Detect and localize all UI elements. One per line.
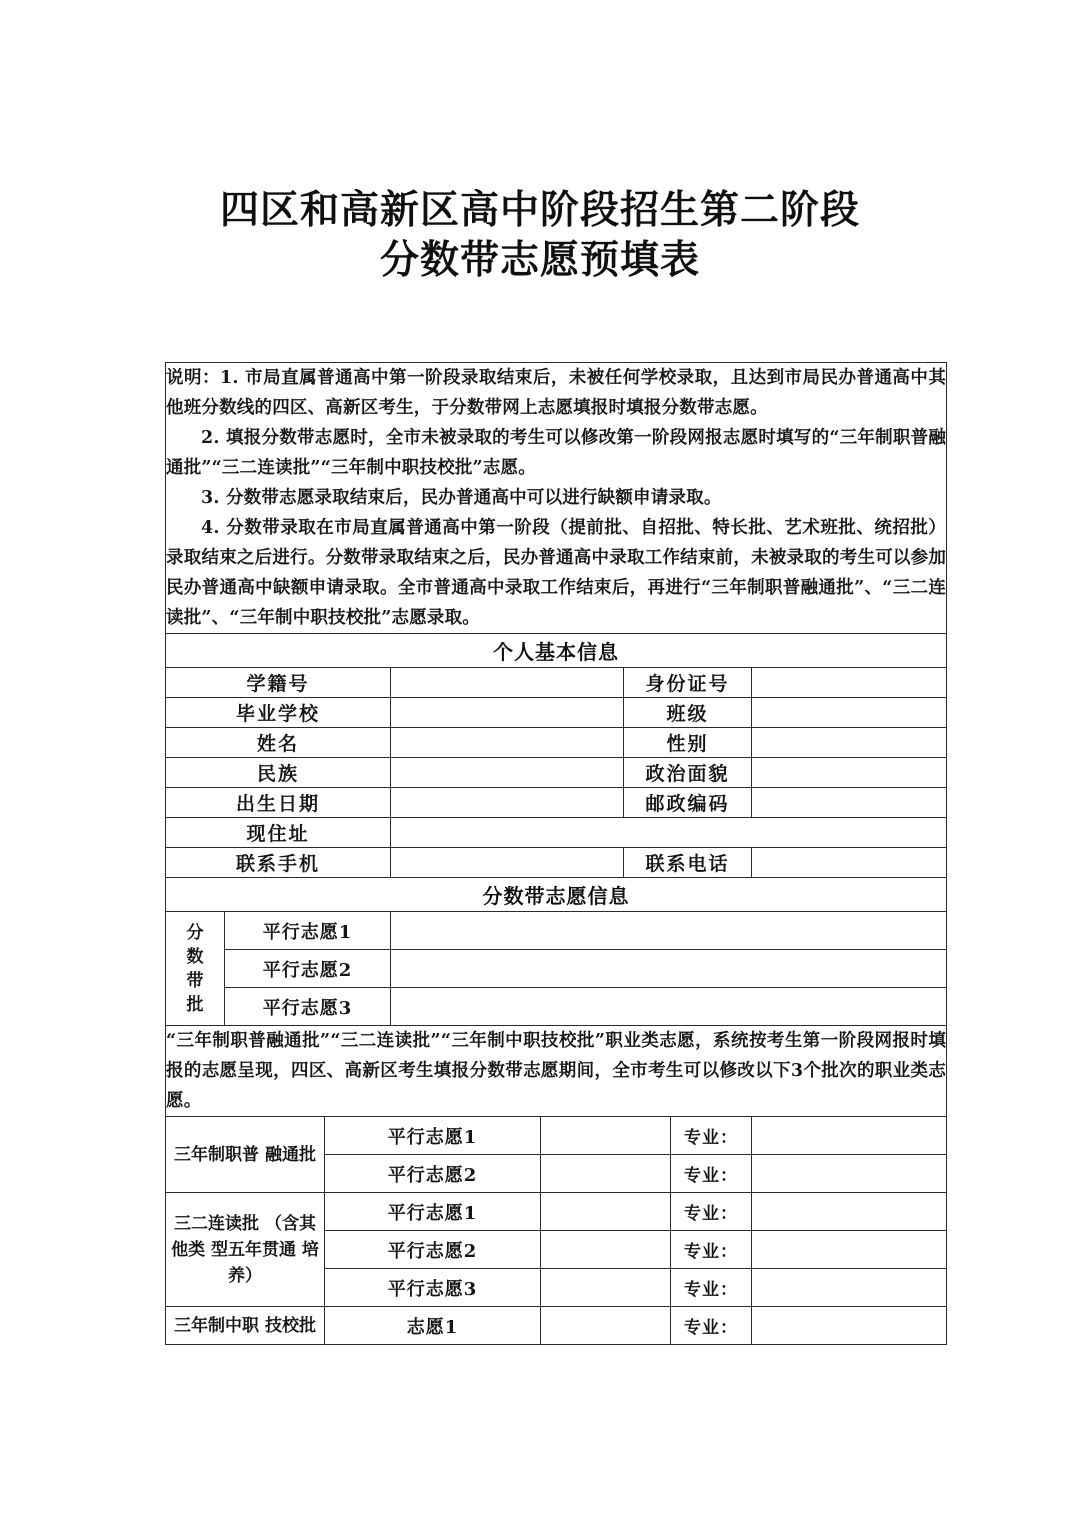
label-mobile-phone: 联系手机	[166, 848, 391, 878]
batch-char-2: 数	[186, 946, 204, 967]
table-row	[166, 912, 947, 950]
label-current-address: 现住址	[166, 818, 391, 848]
field-score-band-choice-2[interactable]	[391, 950, 947, 988]
table-row	[166, 818, 947, 848]
batch-name-line-4: 培养）	[228, 1239, 319, 1286]
field-liandu-school-3[interactable]	[541, 1269, 671, 1307]
instructions-cell	[166, 363, 947, 634]
label-liandu-choice-3: 平行志愿3	[325, 1269, 541, 1307]
batch-char-3: 带	[186, 970, 204, 991]
field-id-number[interactable]	[752, 668, 947, 698]
label-contact-phone: 联系电话	[624, 848, 752, 878]
field-zhipu-major-1[interactable]	[752, 1117, 947, 1155]
label-score-band-choice-1: 平行志愿1	[225, 912, 391, 950]
field-ethnicity[interactable]	[391, 758, 624, 788]
label-liandu-major-2: 专业：	[671, 1231, 752, 1269]
field-zhongzhi-major-1[interactable]	[752, 1307, 947, 1345]
label-name: 姓名	[166, 728, 391, 758]
table-row	[166, 668, 947, 698]
field-zhongzhi-school-1[interactable]	[541, 1307, 671, 1345]
table-row	[166, 758, 947, 788]
label-postal-code: 邮政编码	[624, 788, 752, 818]
score-band-batch-label	[166, 912, 225, 1026]
label-zhipu-choice-2: 平行志愿2	[325, 1155, 541, 1193]
page-title	[0, 186, 1080, 286]
table-row	[166, 728, 947, 758]
field-gender[interactable]	[752, 728, 947, 758]
table-row	[166, 1117, 947, 1155]
label-zhipu-major-1: 专业：	[671, 1117, 752, 1155]
batch-char-4: 批	[186, 994, 204, 1015]
label-liandu-choice-2: 平行志愿2	[325, 1231, 541, 1269]
form-table	[165, 362, 947, 1345]
label-zhongzhi-choice-1: 志愿1	[325, 1307, 541, 1345]
field-student-id[interactable]	[391, 668, 624, 698]
label-liandu-major-1: 专业：	[671, 1193, 752, 1231]
field-political-status[interactable]	[752, 758, 947, 788]
field-class[interactable]	[752, 698, 947, 728]
batch-name-line-1: 三二连读批	[174, 1213, 260, 1234]
label-score-band-choice-3: 平行志愿3	[225, 988, 391, 1026]
batch-name-line-3: 型五年贯通	[211, 1239, 296, 1260]
field-liandu-school-1[interactable]	[541, 1193, 671, 1231]
field-zhipu-major-2[interactable]	[752, 1155, 947, 1193]
personal-info-header-row	[166, 634, 947, 668]
table-row	[166, 1193, 947, 1231]
label-zhipu-choice-1: 平行志愿1	[325, 1117, 541, 1155]
batch-label-zhipu-rongtong	[166, 1117, 325, 1193]
label-ethnicity: 民族	[166, 758, 391, 788]
batch-label-zhongzhi-jixiao	[166, 1307, 325, 1345]
vocational-note-row	[166, 1026, 947, 1117]
label-political-status: 政治面貌	[624, 758, 752, 788]
field-liandu-major-2[interactable]	[752, 1231, 947, 1269]
table-row	[166, 988, 947, 1026]
table-row	[166, 698, 947, 728]
label-birth-date: 出生日期	[166, 788, 391, 818]
batch-name-line-2: 融通批	[264, 1144, 316, 1165]
instruction-item-1: 说明：1. 市局直属普通高中第一阶段录取结束后，未被任何学校录取，且达到市局民办普通高中其他班分数线的四区、高新区考生，于分数带网上志愿填报时填报分数带志愿。	[166, 368, 947, 418]
table-row	[166, 848, 947, 878]
personal-info-section-title: 个人基本信息	[166, 634, 947, 668]
label-liandu-major-3: 专业：	[671, 1269, 752, 1307]
table-row	[166, 950, 947, 988]
title-line-1: 四区和高新区高中阶段招生第二阶段	[219, 188, 860, 233]
vocational-note-text: “三年制职普融通批”“三二连读批”“三年制中职技校批”职业类志愿，系统按考生第一阶段网报时填报的志愿呈现，四区、高新区考生填报分数带志愿期间，全市考生可以修改以下3个批次的职业类志愿。	[166, 1031, 947, 1111]
label-zhongzhi-major-1: 专业：	[671, 1307, 752, 1345]
field-graduating-school[interactable]	[391, 698, 624, 728]
field-name[interactable]	[391, 728, 624, 758]
label-student-id: 学籍号	[166, 668, 391, 698]
field-zhipu-school-1[interactable]	[541, 1117, 671, 1155]
field-liandu-major-1[interactable]	[752, 1193, 947, 1231]
label-graduating-school: 毕业学校	[166, 698, 391, 728]
batch-label-sanerliandu	[166, 1193, 325, 1307]
field-mobile-phone[interactable]	[391, 848, 624, 878]
instruction-item-2: 2. 填报分数带志愿时，全市未被录取的考生可以修改第一阶段网报志愿时填写的“三年制职普融通批”“三二连读批”“三年制中职技校批”志愿。	[166, 428, 947, 478]
field-score-band-choice-3[interactable]	[391, 988, 947, 1026]
instruction-item-3: 3. 分数带志愿录取结束后，民办普通高中可以进行缺额申请录取。	[201, 488, 722, 508]
table-row	[166, 788, 947, 818]
batch-name-line-1: 三年制中职	[174, 1315, 260, 1336]
field-liandu-major-3[interactable]	[752, 1269, 947, 1307]
title-line-2: 分数带志愿预填表	[379, 238, 700, 283]
batch-name-line-2: 技校批	[264, 1315, 316, 1336]
batch-char-1: 分	[186, 922, 204, 943]
field-postal-code[interactable]	[752, 788, 947, 818]
instruction-item-4: 4. 分数带录取在市局直属普通高中第一阶段（提前批、自招批、特长批、艺术班批、统招批）录取结束之后进行。分数带录取结束之后，民办普通高中录取工作结束前，未被录取的考生可以参加民办普通高中缺额申请录取。全市普通高中录取工作结束后，再进行“三年制职普融通批”、“三二连读批”、“三年制中职技校批”志愿录取。	[166, 518, 947, 628]
score-band-header-row	[166, 878, 947, 912]
batch-name-line-2: （含其他类	[171, 1213, 316, 1260]
score-band-section-title: 分数带志愿信息	[166, 878, 947, 912]
label-zhipu-major-2: 专业：	[671, 1155, 752, 1193]
label-gender: 性别	[624, 728, 752, 758]
table-row	[166, 1307, 947, 1345]
label-score-band-choice-2: 平行志愿2	[225, 950, 391, 988]
field-birth-date[interactable]	[391, 788, 624, 818]
label-liandu-choice-1: 平行志愿1	[325, 1193, 541, 1231]
label-class: 班级	[624, 698, 752, 728]
field-zhipu-school-2[interactable]	[541, 1155, 671, 1193]
vocational-note-cell	[166, 1026, 947, 1117]
field-score-band-choice-1[interactable]	[391, 912, 947, 950]
field-current-address[interactable]	[391, 818, 947, 848]
field-liandu-school-2[interactable]	[541, 1231, 671, 1269]
label-id-number: 身份证号	[624, 668, 752, 698]
field-contact-phone[interactable]	[752, 848, 947, 878]
batch-name-line-1: 三年制职普	[174, 1144, 260, 1165]
instructions-row	[166, 363, 947, 634]
